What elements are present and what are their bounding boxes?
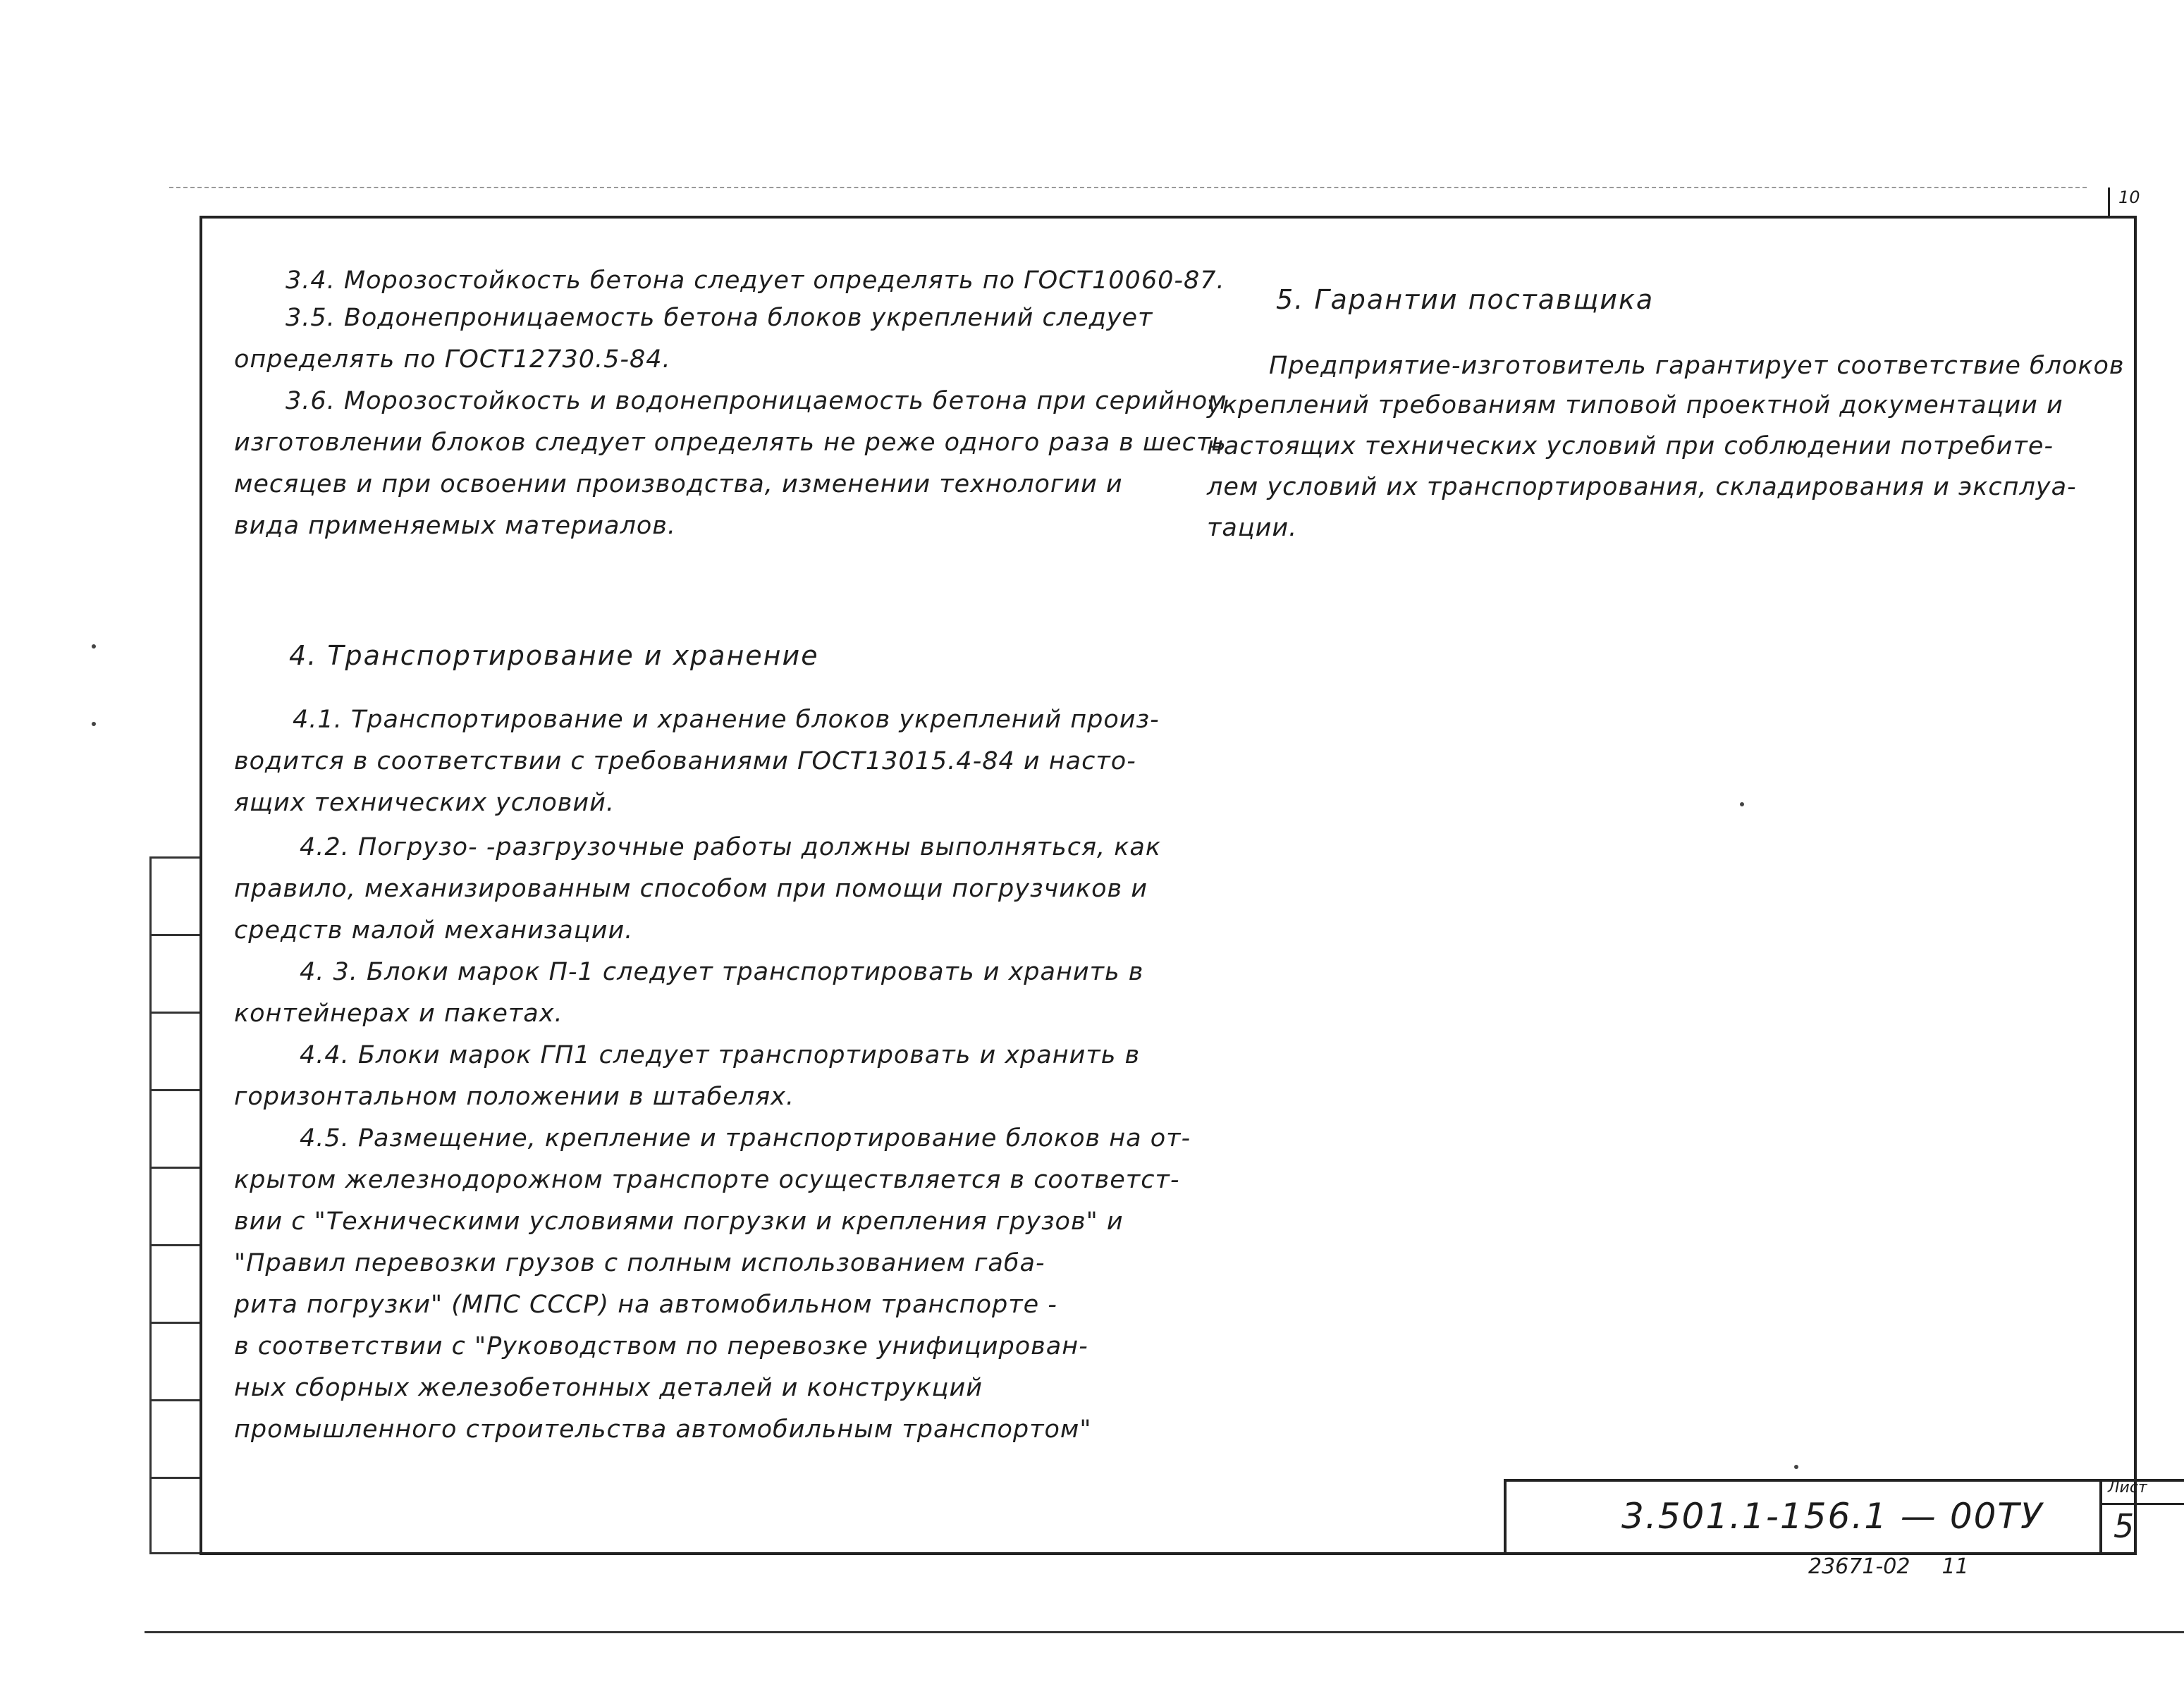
text-line: правило, механизированным способом при помощи погрузчиков и <box>234 875 1148 903</box>
text-line: 4. 3. Блоки марок П-1 следует транспортировать и хранить в <box>300 958 1144 986</box>
text-line: лем условий их транспортирования, складирования и эксплуа- <box>1207 473 2077 501</box>
archive-page: 11 <box>1941 1554 1969 1579</box>
text-line: контейнерах и пакетах. <box>234 1000 563 1028</box>
text-line: Предприятие-изготовитель гарантирует соответствие блоков <box>1269 352 2125 380</box>
text-line: 4.2. Погрузо- -разгрузочные работы должны выполняться, как <box>300 833 1161 861</box>
bottom-rule <box>145 1631 2184 1633</box>
scan-speck <box>92 644 96 649</box>
text-line: тации. <box>1207 514 1298 542</box>
text-line: 3.5. Водонепроницаемость бетона блоков укреплений следует <box>286 304 1153 332</box>
archive-number <box>1808 1554 1969 1579</box>
text-line: 3.4. Морозостойкость бетона следует определять по ГОСТ10060-87. <box>286 266 1225 295</box>
text-line: вида применяемых материалов. <box>234 512 676 540</box>
text-line: 4.5. Размещение, крепление и транспортирование блоков на от- <box>300 1124 1191 1153</box>
text-line: ящих технических условий. <box>234 789 615 817</box>
corner-mark <box>2108 188 2159 216</box>
text-line: вии с "Техническими условиями погрузки и крепления грузов" и <box>234 1208 1124 1236</box>
text-line: горизонтальном положении в штабелях. <box>234 1083 795 1111</box>
text-line: "Правил перевозки грузов с полным использованием габа- <box>234 1249 1045 1277</box>
text-line: определять по ГОСТ12730.5-84. <box>234 345 671 374</box>
text-line: рита погрузки" (МПС СССР) на автомобильном транспорте - <box>234 1291 1057 1319</box>
text-line: изготовлении блоков следует определять не реже одного раза в шесть <box>234 429 1227 457</box>
scan-speck <box>1740 802 1744 806</box>
text-line: в соответствии с "Руководством по перевозке унифицирован- <box>234 1332 1088 1360</box>
text-line: промышленного строительства автомобильным транспортом" <box>234 1415 1092 1444</box>
text-line: 4.1. Транспортирование и хранение блоков укреплений произ- <box>293 706 1160 734</box>
scan-speck <box>1794 1465 1798 1469</box>
document-designation: 3.501.1-156.1 — 00ТУ <box>1621 1496 2044 1537</box>
binding-strip <box>149 856 200 1554</box>
text-line: настоящих технических условий при соблюдении потребите- <box>1207 432 2054 460</box>
sheet-label: Лист <box>2108 1479 2147 1497</box>
text-line: крытом железнодорожном транспорте осуществляется в соответст- <box>234 1166 1180 1194</box>
text-line: средств малой механизации. <box>234 916 634 945</box>
sheet-number: 5 <box>2114 1507 2135 1545</box>
text-line: 3.6. Морозостойкость и водонепроницаемость бетона при серийном <box>286 387 1227 415</box>
corner-number: 10 <box>2118 188 2140 207</box>
section-heading: 5. Гарантии поставщика <box>1276 284 1655 315</box>
section-heading: 4. Транспортирование и хранение <box>289 640 819 671</box>
text-line: месяцев и при освоении производства, изменении технологии и <box>234 470 1123 498</box>
text-line: 4.4. Блоки марок ГП1 следует транспортировать и хранить в <box>300 1041 1141 1069</box>
top-rule <box>169 187 2087 188</box>
scan-speck <box>92 722 96 726</box>
text-line: укреплений требованиям типовой проектной документации и <box>1207 391 2063 419</box>
archive-code: 23671-02 <box>1808 1554 1910 1579</box>
text-line: ных сборных железобетонных деталей и конструкций <box>234 1374 983 1402</box>
text-line: водится в соответствии с требованиями ГОСТ13015.4-84 и насто- <box>234 747 1136 775</box>
